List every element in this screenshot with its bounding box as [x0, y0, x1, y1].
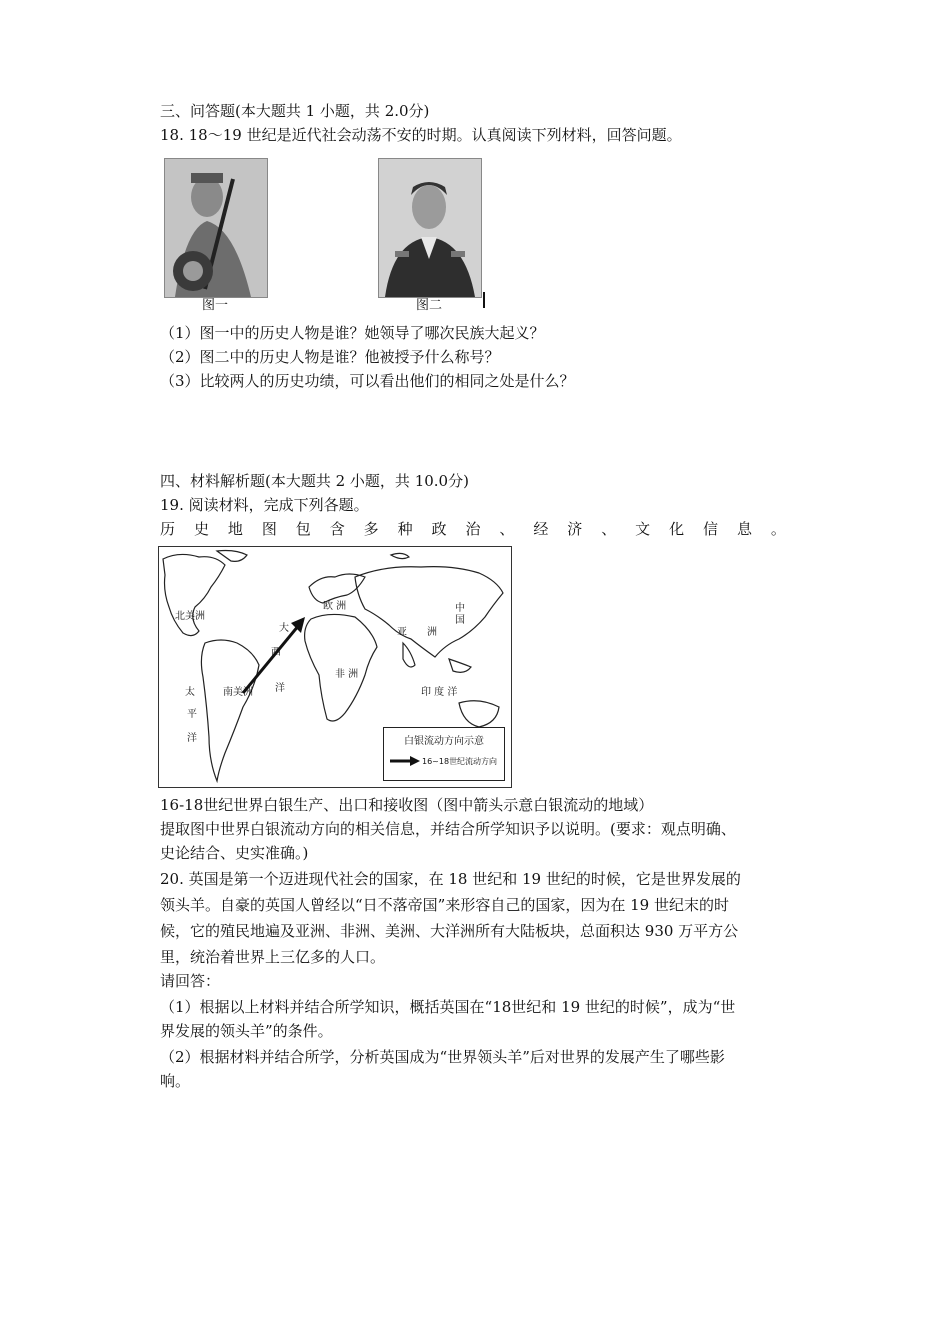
question-19-requirement-2: 史论结合、史实准确。)	[160, 844, 309, 862]
world-silver-map	[158, 546, 512, 788]
question-18-sub-1: （1）图一中的历史人物是谁？她领导了哪次民族大起义？	[160, 324, 545, 342]
legend-title: 白银流动方向示意	[404, 736, 484, 747]
material-char: 济	[567, 520, 583, 538]
material-char: 种	[397, 520, 413, 538]
map-legend	[383, 727, 505, 781]
material-char: 、	[499, 520, 515, 538]
question-20-prompt: 请回答：	[160, 972, 221, 990]
question-20-sub-1-a: （1）根据以上材料并结合所学知识，概括英国在“18世纪和 19 世纪的时候”，成为“世	[160, 998, 736, 1016]
label-atlantic-1: 大	[279, 623, 289, 634]
legend-item-label: 16~18世纪流动方向	[422, 757, 498, 766]
label-indian-ocean: 印 度 洋	[421, 687, 458, 698]
label-asia-1: 亚	[397, 627, 407, 638]
material-char: 包	[295, 520, 311, 538]
question-20-line-4: 里，统治着世界上三亿多的人口。	[160, 948, 386, 966]
label-asia-2: 洲	[427, 627, 437, 638]
material-char: 。	[770, 520, 786, 538]
question-20-line-2: 领头羊。自豪的英国人曾经以“日不落帝国”来形容自己的国家，因为在 19 世纪末的时	[160, 896, 729, 914]
question-18-stem: 18. 18～19 世纪是近代社会动荡不安的时期。认真阅读下列材料，回答问题。	[160, 126, 682, 144]
label-south-america: 南美洲	[223, 687, 253, 698]
label-china: 中 国	[455, 603, 465, 626]
portrait-figure-2	[378, 158, 482, 298]
question-18-sub-3: （3）比较两人的历史功绩，可以看出他们的相同之处是什么？	[160, 372, 575, 390]
material-char: 多	[363, 520, 379, 538]
material-char: 政	[431, 520, 447, 538]
question-19-caption: 16-18世纪世界白银生产、出口和接收图（图中箭头示意白银流动的地域）	[160, 796, 654, 814]
material-char: 治	[465, 520, 481, 538]
label-atlantic-2: 西	[271, 647, 281, 658]
material-char: 息	[736, 520, 752, 538]
question-20-sub-1-b: 界发展的领头羊”的条件。	[160, 1022, 333, 1040]
material-char: 文	[635, 520, 651, 538]
label-pacific-2: 平	[187, 709, 197, 720]
material-char: 、	[601, 520, 617, 538]
figure-2-label: 图二	[415, 298, 442, 313]
question-19-material	[160, 518, 786, 540]
section-4-heading: 四、材料解析题(本大题共 2 小题，共 10.0分)	[160, 472, 469, 490]
section-3-heading: 三、问答题(本大题共 1 小题，共 2.0分)	[160, 102, 430, 120]
question-20-sub-2-b: 响。	[160, 1072, 191, 1090]
question-19-requirement-1: 提取图中世界白银流动方向的相关信息，并结合所学知识予以说明。(要求：观点明确、	[160, 820, 736, 838]
label-africa: 非 洲	[335, 669, 359, 680]
figure-1-label: 图一	[201, 298, 228, 313]
question-20-sub-2-a: （2）根据材料并结合所学，分析英国成为“世界领头羊”后对世界的发展产生了哪些影	[160, 1048, 725, 1066]
material-char: 史	[193, 520, 209, 538]
label-north-america: 北美洲	[175, 611, 205, 622]
question-18-sub-2: （2）图二中的历史人物是谁？他被授予什么称号？	[160, 348, 500, 366]
cursor-mark	[483, 292, 485, 308]
label-atlantic-3: 洋	[275, 683, 285, 694]
legend-arrow-icon	[390, 756, 420, 766]
portrait-figure-1	[164, 158, 268, 298]
label-pacific-3: 洋	[187, 733, 197, 744]
portraits-figure	[158, 152, 492, 315]
material-char: 经	[533, 520, 549, 538]
material-char: 化	[669, 520, 685, 538]
question-20-line-1: 20. 英国是第一个迈进现代社会的国家，在 18 世纪和 19 世纪的时候，它是世界发展的	[160, 870, 741, 888]
material-char: 地	[227, 520, 243, 538]
material-char: 信	[703, 520, 719, 538]
material-char: 含	[329, 520, 345, 538]
question-20-line-3: 候，它的殖民地遍及亚洲、非洲、美洲、大洋洲所有大陆板块，总面积达 930 万平方公	[160, 922, 739, 940]
label-pacific-1: 太	[185, 687, 195, 698]
material-char: 图	[261, 520, 277, 538]
material-char: 历	[160, 520, 176, 538]
label-europe: 欧 洲	[323, 601, 347, 612]
question-19-stem: 19. 阅读材料，完成下列各题。	[160, 496, 369, 514]
